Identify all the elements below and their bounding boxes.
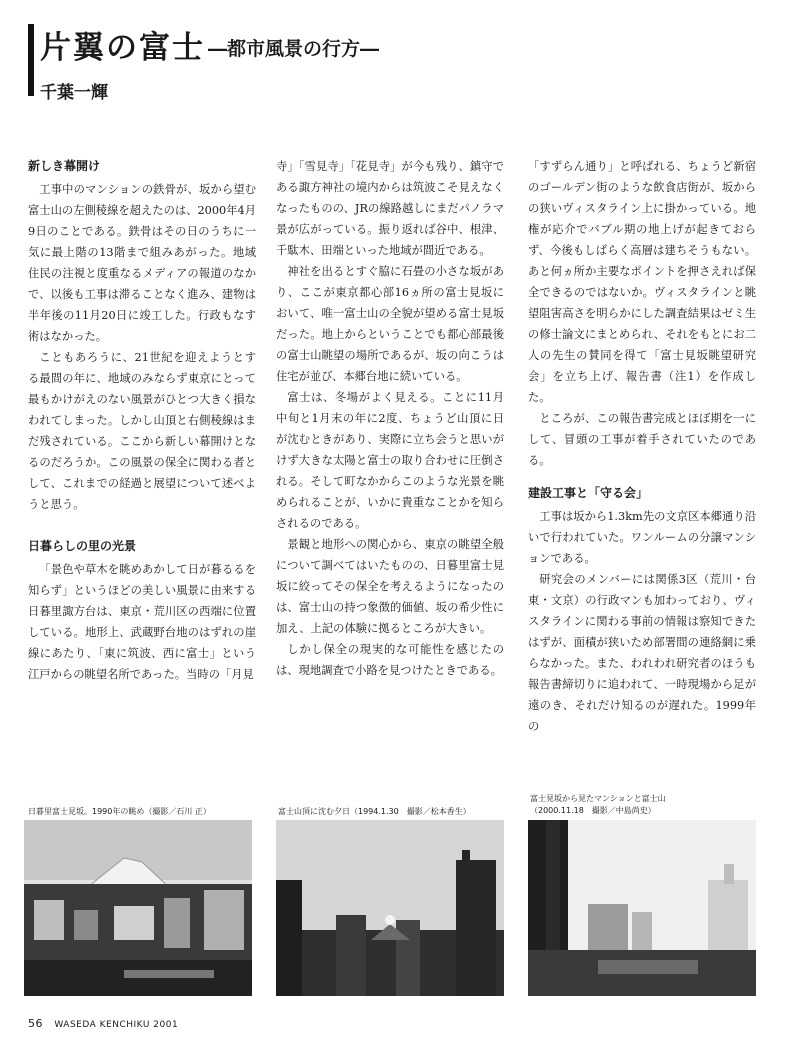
paragraph: 寺」「雪見寺」「花見寺」が今も残り、鎮守である諏方神社の境内からは筑波こそ見えなくなったものの、JRの線路越しにまだパノラマ景が広がっている。振り返れば谷中、根津、千駄木、田端といった地域が間近である。 bbox=[276, 160, 504, 257]
article-title: 片翼の富士 bbox=[40, 30, 205, 66]
title-rule bbox=[28, 24, 34, 96]
paragraph: 研究会のメンバーには関係3区（荒川・台東・文京）の行政マンも加わっており、ヴィスタラインに関わる事前の情報は察知できたはずが、面積が狭いため部署間の連絡網に乗らなかった。また、われわれ研究者のほうも報告書締切りに追われて、一時現場から足が遠のき、それだけ知るのが遅れた。1999年の bbox=[528, 573, 756, 733]
paragraph: 工事は坂から1.3km先の文京区本郷通り沿いで行われていた。ワンルームの分譲マンションである。 bbox=[528, 510, 756, 565]
page-number: 56 bbox=[28, 1017, 43, 1030]
page-footer bbox=[28, 1017, 178, 1030]
figure-3-caption bbox=[530, 793, 770, 817]
text-column-1 bbox=[28, 156, 256, 685]
figure-2-caption: 富士山頂に沈む夕日（1994.1.30 撮影／松本香生） bbox=[278, 807, 471, 816]
figure-3-caption-line-2: （2000.11.18 撮影／中島尚史） bbox=[530, 806, 656, 815]
paragraph: 「景色や草木を眺めあかして日が暮るるを知らず」というほどの美しい風景に由来する日暮里諏方台は、東京・荒川区の西端に位置している。地形上、武蔵野台地のはずれの崖線にあたり、「東に筑波、西に富士」という江戸からの眺望名所であった。当時の「月見 bbox=[28, 563, 256, 681]
paragraph: しかし保全の現実的な可能性を感じたのは、現地調査で小路を見つけたときである。 bbox=[276, 643, 504, 677]
section-heading: 建設工事と「守る会」 bbox=[528, 486, 649, 500]
article-author: 千葉一輝 bbox=[40, 83, 108, 103]
paragraph: 富士は、冬場がよく見える。ことに11月中旬と1月末の年に2度、ちょうど山頂に日が沈むときがあり、実際に立ち会うと思いがけず大きな太陽と富士の取り合わせに圧倒される。そして町なかからこのような光景を眺められることが、いかに貴重なことかを知らされるのである。 bbox=[276, 391, 504, 530]
paragraph: 「すずらん通り」と呼ばれる、ちょうど新宿のゴールデン街のような飲食店街が、坂からの狭いヴィスタライン上に掛かっている。地権が応介でバブル期の地上げが起きておらず、今後もしばらく高層は建ちそうもない。あと何ヵ所か主要なポイントを押さえれば保全できるのではないか。ヴィスタラインと眺望阻害高さを明らかにした調査結果はゼミ生の修士論文にまとめられ、それをもとにお二人の先生の賛同を得て「富士見坂眺望研究会」を立ち上げ、報告書（注1）を作成した。 bbox=[528, 160, 756, 404]
section-heading: 新しき幕開け bbox=[28, 159, 101, 173]
figure-1-caption: 日暮里富士見坂。1990年の眺め（撮影／石川 正） bbox=[28, 807, 211, 816]
text-column-2 bbox=[276, 156, 504, 681]
paragraph: こともあろうに、21世紀を迎えようとする最間の年に、地域のみならず東京にとって最もかけがえのない風景がひとつ大きく損なわれてしまった。しかし山頂と右側稜線はまだ残されている。ここから新しい幕開けとなるのだろうか。この風景の保全に関わる者として、これまでの経過と展望について述べようと思う。 bbox=[28, 351, 256, 511]
photo-mansion-and-fuji bbox=[528, 820, 756, 996]
text-column-3 bbox=[528, 156, 756, 737]
paragraph: 景観と地形への関心から、東京の眺望全般について調べてはいたものの、日暮里富士見坂に絞ってその保全を考えるようになったのは、富士山の持つ象徴的価値、坂の希少性に加え、上記の体験に拠るところが大きい。 bbox=[276, 538, 504, 635]
article-subtitle: ―都市風景の行方― bbox=[208, 38, 380, 60]
paragraph: 工事中のマンションの鉄骨が、坂から望む富士山の左側稜線を超えたのは、2000年4月9日のことである。鉄骨はその日のうちに一気に最上階の13階まで組みあがった。地域住民の注視と度重なるメディアの報道のなかで、以後も工事は滞ることなく進み、建物は半年後の11月20日に竣工した。行政もなす術はなかった。 bbox=[28, 183, 256, 343]
section-heading: 日暮らしの里の光景 bbox=[28, 539, 137, 553]
photo-sunset-over-fuji bbox=[276, 820, 504, 996]
paragraph: 神社を出るとすぐ脇に石畳の小さな坂があり、ここが東京都心部16ヵ所の富士見坂において、唯一富士山の全貌が望める富士見坂だった。地上からということでも都心部最後の富士山眺望の場所であるが、坂の向こうは住宅が並び、本郷台地に続いている。 bbox=[276, 265, 504, 383]
journal-name: WASEDA KENCHIKU 2001 bbox=[54, 1020, 179, 1030]
photo-fujimizaka-1990 bbox=[24, 820, 252, 996]
figure-3-caption-line-1: 富士見坂から見たマンションと富士山 bbox=[530, 794, 666, 803]
paragraph: ところが、この報告書完成とほぼ期を一にして、冒頭の工事が着手されていたのである。 bbox=[528, 412, 756, 467]
